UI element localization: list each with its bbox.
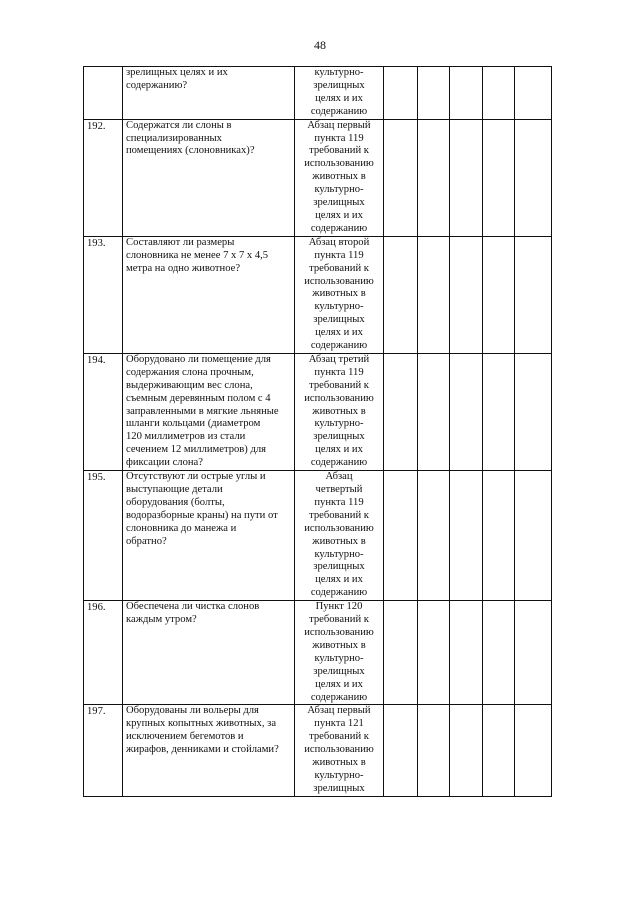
question-line: Оборудовано ли помещение для bbox=[126, 353, 271, 365]
reference-line: целях и их bbox=[315, 209, 363, 221]
legal-reference-cell bbox=[295, 471, 384, 601]
question-line: оборудования (болты, bbox=[126, 496, 225, 508]
answer-cell bbox=[515, 601, 552, 705]
reference-line: культурно- bbox=[314, 418, 364, 430]
answer-cell bbox=[515, 119, 552, 236]
reference-line: культурно- bbox=[314, 301, 364, 313]
answer-cell bbox=[450, 236, 483, 353]
answer-cell bbox=[450, 705, 483, 796]
reference-line: Абзац bbox=[325, 471, 353, 483]
question-line: 120 миллиметров из стали bbox=[126, 431, 246, 443]
question-line: крупных копытных животных, за bbox=[126, 718, 277, 730]
answer-cell bbox=[384, 471, 418, 601]
reference-line: содержанию bbox=[310, 691, 368, 703]
reference-line: использованию bbox=[304, 158, 374, 170]
answer-cell bbox=[483, 119, 515, 236]
reference-line: зрелищных bbox=[313, 782, 365, 794]
question-line: метра на одно животное? bbox=[126, 262, 241, 274]
question-cell bbox=[123, 353, 295, 470]
table-row bbox=[84, 236, 552, 353]
answer-cell bbox=[515, 471, 552, 601]
reference-line: содержанию bbox=[310, 457, 368, 469]
question-cell bbox=[123, 601, 295, 705]
reference-line: животных в bbox=[312, 639, 366, 651]
reference-line: культурно- bbox=[314, 548, 364, 560]
reference-line: животных в bbox=[312, 288, 366, 300]
reference-line: целях и их bbox=[315, 327, 363, 339]
answer-cell bbox=[418, 119, 450, 236]
answer-cell bbox=[384, 119, 418, 236]
reference-line: содержанию bbox=[310, 222, 368, 234]
reference-line: целях и их bbox=[315, 444, 363, 456]
reference-line: Абзац третий bbox=[308, 353, 370, 365]
answer-cell bbox=[418, 471, 450, 601]
question-line: водоразборные краны) на пути от bbox=[126, 509, 278, 521]
legal-reference-cell bbox=[295, 119, 384, 236]
question-line: Содержатся ли слоны в bbox=[126, 119, 232, 131]
legal-reference-cell bbox=[295, 601, 384, 705]
table-row bbox=[84, 67, 552, 120]
reference-line: зрелищных bbox=[313, 431, 365, 443]
item-number: 196. bbox=[84, 601, 123, 705]
answer-cell bbox=[450, 119, 483, 236]
answer-cell bbox=[450, 601, 483, 705]
checklist-table bbox=[83, 66, 552, 797]
question-line: выдерживающим вес слона, bbox=[126, 379, 253, 391]
question-line: помещениях (слоновниках)? bbox=[126, 145, 255, 157]
reference-line: культурно- bbox=[314, 769, 364, 781]
answer-cell bbox=[483, 67, 515, 120]
question-cell bbox=[123, 471, 295, 601]
answer-cell bbox=[515, 236, 552, 353]
question-line: фиксации слона? bbox=[126, 457, 203, 469]
reference-line: требований к bbox=[309, 509, 369, 521]
reference-line: зрелищных bbox=[313, 79, 365, 91]
reference-line: пункта 119 bbox=[314, 496, 364, 508]
reference-line: зрелищных bbox=[313, 665, 365, 677]
question-line: заправленными в мягкие льняные bbox=[126, 405, 279, 417]
reference-line: зрелищных bbox=[313, 561, 365, 573]
answer-cell bbox=[418, 601, 450, 705]
table-row bbox=[84, 471, 552, 601]
reference-line: животных в bbox=[312, 535, 366, 547]
question-line: зрелищных целях и их bbox=[126, 67, 228, 78]
table-row bbox=[84, 705, 552, 796]
answer-cell bbox=[515, 705, 552, 796]
answer-cell bbox=[483, 353, 515, 470]
reference-line: культурно- bbox=[314, 67, 364, 78]
reference-line: животных в bbox=[312, 405, 366, 417]
question-line: шланги кольцами (диаметром bbox=[126, 418, 261, 430]
reference-line: требований к bbox=[309, 145, 369, 157]
question-line: специализированных bbox=[126, 132, 222, 144]
question-line: исключением бегемотов и bbox=[126, 731, 244, 743]
legal-reference-cell bbox=[295, 353, 384, 470]
question-line: Обеспечена ли чистка слонов bbox=[126, 601, 260, 613]
answer-cell bbox=[384, 601, 418, 705]
reference-line: использованию bbox=[304, 626, 374, 638]
question-line: выступающие детали bbox=[126, 484, 223, 495]
reference-line: требований к bbox=[309, 614, 369, 626]
reference-line: целях и их bbox=[315, 678, 363, 690]
legal-reference-cell bbox=[295, 67, 384, 120]
answer-cell bbox=[483, 601, 515, 705]
question-line: Оборудованы ли вольеры для bbox=[126, 705, 259, 717]
table-row bbox=[84, 601, 552, 705]
table-row bbox=[84, 353, 552, 470]
question-line: слоновника не менее 7 х 7 х 4,5 bbox=[126, 249, 269, 261]
reference-line: Абзац первый bbox=[307, 119, 371, 131]
reference-line: животных в bbox=[312, 757, 366, 769]
reference-line: использованию bbox=[304, 522, 374, 534]
answer-cell bbox=[418, 353, 450, 470]
reference-line: пункта 121 bbox=[314, 718, 364, 730]
question-cell bbox=[123, 67, 295, 120]
question-line: сечением 12 миллиметров) для bbox=[126, 444, 267, 456]
question-line: съемным деревянным полом с 4 bbox=[126, 392, 271, 404]
answer-cell bbox=[384, 353, 418, 470]
answer-cell bbox=[483, 471, 515, 601]
legal-reference-cell bbox=[295, 705, 384, 796]
answer-cell bbox=[384, 67, 418, 120]
question-line: Отсутствуют ли острые углы и bbox=[126, 471, 266, 483]
reference-line: использованию bbox=[304, 744, 374, 756]
reference-line: животных в bbox=[312, 171, 366, 183]
question-line: содержанию? bbox=[126, 79, 188, 91]
table-body bbox=[84, 67, 552, 797]
item-number: 194. bbox=[84, 353, 123, 470]
question-line: жирафов, денниками и стойлами? bbox=[126, 744, 279, 756]
item-number: 193. bbox=[84, 236, 123, 353]
answer-cell bbox=[384, 236, 418, 353]
question-line: Составляют ли размеры bbox=[126, 236, 235, 248]
answer-cell bbox=[450, 471, 483, 601]
answer-cell bbox=[515, 353, 552, 470]
reference-line: культурно- bbox=[314, 184, 364, 196]
item-number bbox=[84, 67, 123, 120]
answer-cell bbox=[418, 67, 450, 120]
page-number: 48 bbox=[314, 38, 326, 52]
reference-line: зрелищных bbox=[313, 197, 365, 209]
reference-line: содержанию bbox=[310, 105, 368, 117]
reference-line: Абзац второй bbox=[308, 236, 370, 248]
reference-line: содержанию bbox=[310, 587, 368, 599]
reference-line: требований к bbox=[309, 262, 369, 274]
reference-line: зрелищных bbox=[313, 314, 365, 326]
question-cell bbox=[123, 119, 295, 236]
answer-cell bbox=[450, 353, 483, 470]
answer-cell bbox=[384, 705, 418, 796]
question-line: слоновника до манежа и bbox=[126, 522, 237, 534]
reference-line: четвертый bbox=[315, 484, 363, 495]
reference-line: Абзац первый bbox=[307, 705, 371, 717]
question-line: обратно? bbox=[126, 535, 167, 547]
question-line: содержания слона прочным, bbox=[126, 366, 254, 378]
answer-cell bbox=[418, 705, 450, 796]
reference-line: целях и их bbox=[315, 92, 363, 104]
item-number: 197. bbox=[84, 705, 123, 796]
answer-cell bbox=[483, 705, 515, 796]
table-row bbox=[84, 119, 552, 236]
reference-line: использованию bbox=[304, 275, 374, 287]
answer-cell bbox=[515, 67, 552, 120]
item-number: 195. bbox=[84, 471, 123, 601]
question-line: каждым утром? bbox=[126, 614, 197, 626]
reference-line: культурно- bbox=[314, 652, 364, 664]
reference-line: Пункт 120 bbox=[315, 601, 363, 613]
item-number: 192. bbox=[84, 119, 123, 236]
reference-line: пункта 119 bbox=[314, 366, 364, 378]
reference-line: требований к bbox=[309, 379, 369, 391]
answer-cell bbox=[483, 236, 515, 353]
reference-line: использованию bbox=[304, 392, 374, 404]
legal-reference-cell bbox=[295, 236, 384, 353]
reference-line: содержанию bbox=[310, 340, 368, 352]
reference-line: пункта 119 bbox=[314, 249, 364, 261]
answer-cell bbox=[418, 236, 450, 353]
question-cell bbox=[123, 705, 295, 796]
reference-line: требований к bbox=[309, 731, 369, 743]
reference-line: пункта 119 bbox=[314, 132, 364, 144]
reference-line: целях и их bbox=[315, 574, 363, 586]
answer-cell bbox=[450, 67, 483, 120]
question-cell bbox=[123, 236, 295, 353]
